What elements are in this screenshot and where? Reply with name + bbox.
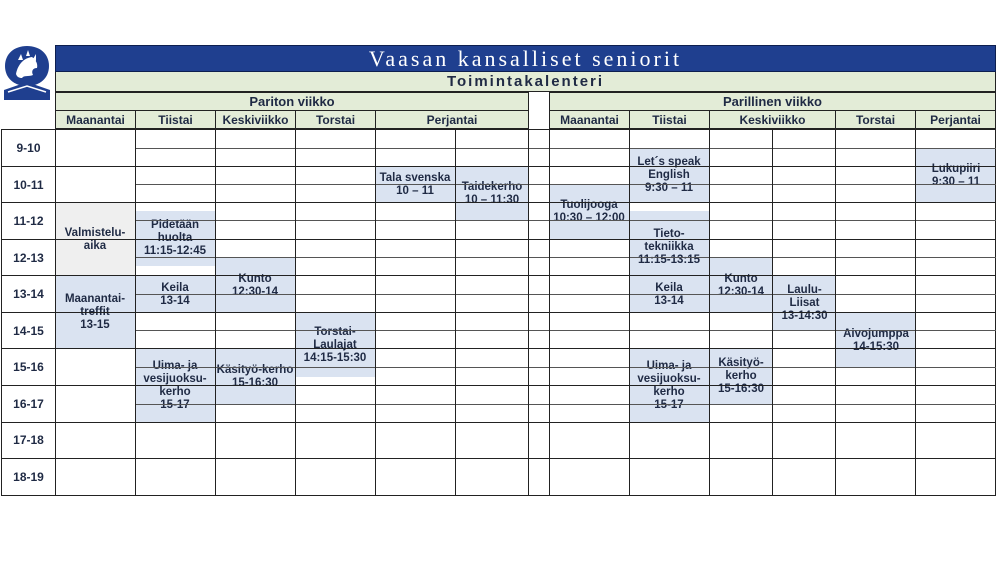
day-header-odd-tue: Tiistai — [135, 111, 216, 129]
day-header-even-mon: Maanantai — [549, 111, 630, 129]
day-header-odd-mon: Maanantai — [55, 111, 136, 129]
event-kasityo-odd: Käsityö-kerho 15-16:30 — [215, 349, 295, 404]
time-label: 16-17 — [13, 396, 44, 411]
time-label: 10-11 — [13, 177, 44, 192]
event-tietotekniikka: Tieto- tekniikka 11:15-13:15 — [629, 211, 709, 284]
event-tuolijooga: Tuolijooga 10:30 – 12:00 — [549, 184, 629, 239]
time-label: 12-13 — [13, 250, 44, 265]
event-maanantaitreffit: Maanantai- treffit 13-15 — [55, 276, 135, 349]
lion-logo — [2, 44, 52, 102]
day-header-odd-thu: Torstai — [295, 111, 376, 129]
event-keila-odd: Keila 13-14 — [135, 276, 215, 313]
day-header-even-wed: Keskiviikko — [709, 111, 836, 129]
time-label: 11-12 — [13, 214, 44, 228]
event-valmisteluaika: Valmistelu- aika — [55, 203, 135, 276]
event-torstai-laulajat: Torstai- Laulajat 14:15-15:30 — [295, 313, 375, 377]
event-taidekerho: Taidekerho 10 – 11:30 — [455, 166, 529, 221]
time-label: 17-18 — [13, 433, 44, 447]
day-header-odd-fri: Perjantai — [375, 111, 529, 129]
event-tala-svenska: Tala svenska 10 – 11 — [375, 166, 455, 203]
time-label: 14-15 — [13, 323, 44, 338]
event-uima-even: Uima- ja vesijuoksu- kerho 15-17 — [629, 349, 709, 422]
even-week-header: Parillinen viikko — [549, 92, 996, 111]
time-label: 18-19 — [13, 469, 44, 484]
event-kasityo-even: Käsityö- kerho 15-16:30 — [709, 349, 773, 404]
day-header-even-thu: Torstai — [835, 111, 916, 129]
event-lukupiiri: Lukupiiri 9:30 – 11 — [916, 148, 996, 203]
page-subtitle: Toimintakalenteri — [55, 72, 996, 92]
time-label: 13-14 — [13, 287, 44, 301]
week-separator — [528, 92, 550, 129]
time-label: 9-10 — [16, 141, 41, 155]
day-header-even-fri: Perjantai — [915, 111, 996, 129]
event-laulu-liisat: Laulu- Liisat 13-14:30 — [773, 276, 836, 331]
event-uima-odd: Uima- ja vesijuoksu- kerho 15-17 — [135, 349, 215, 422]
event-keila-even: Keila 13-14 — [629, 276, 709, 313]
event-pidetaan-huolta: Pidetään huolta 11:15-12:45 — [135, 211, 215, 266]
event-lets-speak-english: Let´s speak English 9:30 – 11 — [629, 148, 709, 203]
day-header-even-tue: Tiistai — [629, 111, 710, 129]
day-header-odd-wed: Keskiviikko — [215, 111, 296, 129]
odd-week-header: Pariton viikko — [55, 92, 529, 111]
event-kunto-even: Kunto 12:30-14 — [709, 258, 773, 313]
time-label: 15-16 — [13, 360, 44, 374]
event-kunto-odd: Kunto 12:30-14 — [215, 258, 295, 313]
event-aivojumppa: Aivojumppa 14-15:30 — [836, 313, 916, 368]
page-title: Vaasan kansalliset seniorit — [55, 45, 996, 72]
